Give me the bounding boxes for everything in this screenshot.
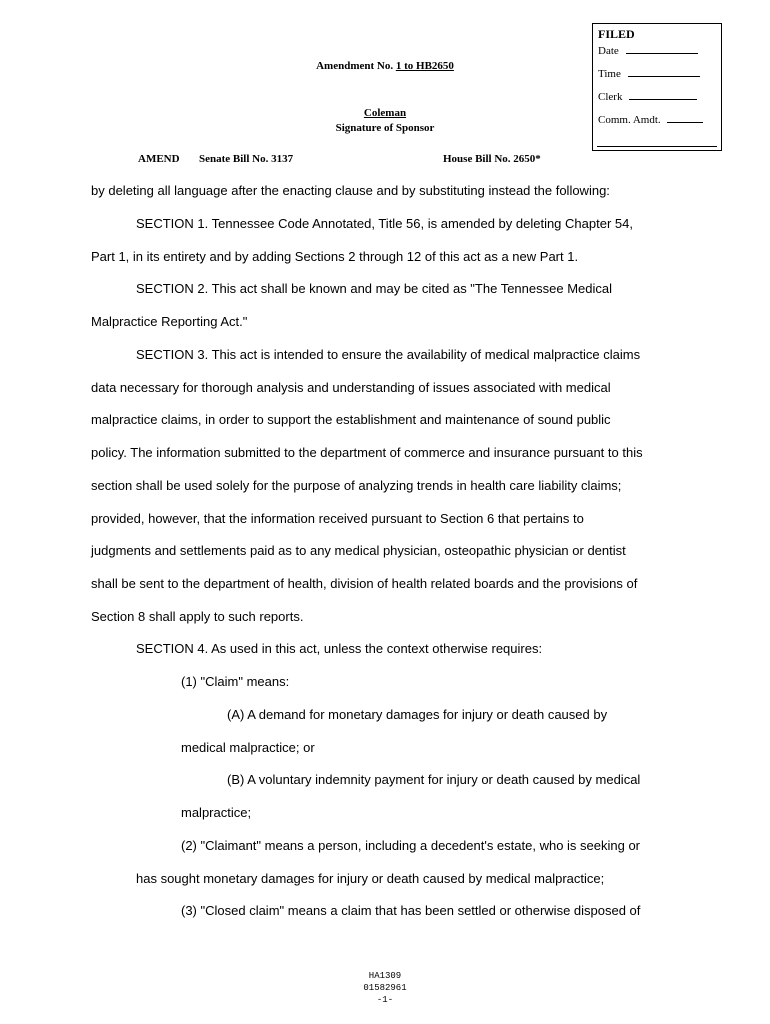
body-line: SECTION 4. As used in this act, unless the context otherwise requires: [136,641,543,656]
body-line: provided, however, that the information received pursuant to Section 6 that pertains to [91,511,584,526]
body-line: section shall be used solely for the purpose of analyzing trends in health care liability claims; [91,478,622,493]
body-line: judgments and settlements paid as to any medical physician, osteopathic physician or dentist [91,543,626,558]
filed-date-row [598,44,698,57]
body-line: SECTION 3. This act is intended to ensure the availability of medical malpractice claims [136,347,641,362]
body-line: Malpractice Reporting Act." [91,314,248,329]
body-line: SECTION 2. This act shall be known and may be cited as "The Tennessee Medical [136,281,612,296]
filed-title: FILED [598,27,635,41]
signature-label: Signature of Sponsor [335,122,435,134]
body-line: SECTION 1. Tennessee Code Annotated, Title 56, is amended by deleting Chapter 54, [136,216,633,231]
body-line: (B) A voluntary indemnity payment for injury or death caused by medical [227,772,641,787]
filed-date-label: Date [598,45,619,57]
body-line: Section 8 shall apply to such reports. [91,609,304,624]
senate-bill-number: Senate Bill No. 3137 [199,153,294,165]
footer-code-2: 01582961 [363,983,407,993]
filed-time-label: Time [598,68,621,80]
sponsor-name: Coleman [363,107,407,119]
body-line: Part 1, in its entirety and by adding Sections 2 through 12 of this act as a new Part 1. [91,249,579,264]
filed-clerk-blank [629,90,697,100]
body-line: (3) "Closed claim" means a claim that has been settled or otherwise disposed of [181,903,641,918]
body-line: has sought monetary damages for injury or death caused by medical malpractice; [136,871,605,886]
amendment-number [0,60,770,72]
page-number: -1- [376,995,394,1005]
footer-code-1: HA1309 [368,971,402,981]
body-line: (2) "Claimant" means a person, including a decedent's estate, who is seeking or [181,838,641,853]
filed-bottom-rule [597,146,717,147]
amend-label: AMEND [138,153,180,165]
body-line: (A) A demand for monetary damages for injury or death caused by [227,707,608,722]
filed-clerk-row [598,90,697,103]
body-line: medical malpractice; or [181,740,315,755]
body-line: malpractice; [181,805,252,820]
filed-clerk-label: Clerk [598,91,623,103]
body-line: malpractice claims, in order to support the establishment and maintenance of sound public [91,412,611,427]
amendment-reference: 1 to HB2650 [395,60,454,72]
filed-date-blank [626,44,698,54]
body-line: policy. The information submitted to the department of commerce and insurance pursuant to this [91,445,643,460]
body-line: by deleting all language after the enacting clause and by substituting instead the following: [91,183,610,198]
body-line: (1) "Claim" means: [181,674,290,689]
house-bill-number: House Bill No. 2650* [443,153,541,165]
amendment-prefix: Amendment No. [316,60,394,72]
filed-comm-label: Comm. Amdt. [598,114,661,126]
body-line: data necessary for thorough analysis and understanding of issues associated with medical [91,380,611,395]
body-line: shall be sent to the department of health, division of health related boards and the provisions of [91,576,638,591]
